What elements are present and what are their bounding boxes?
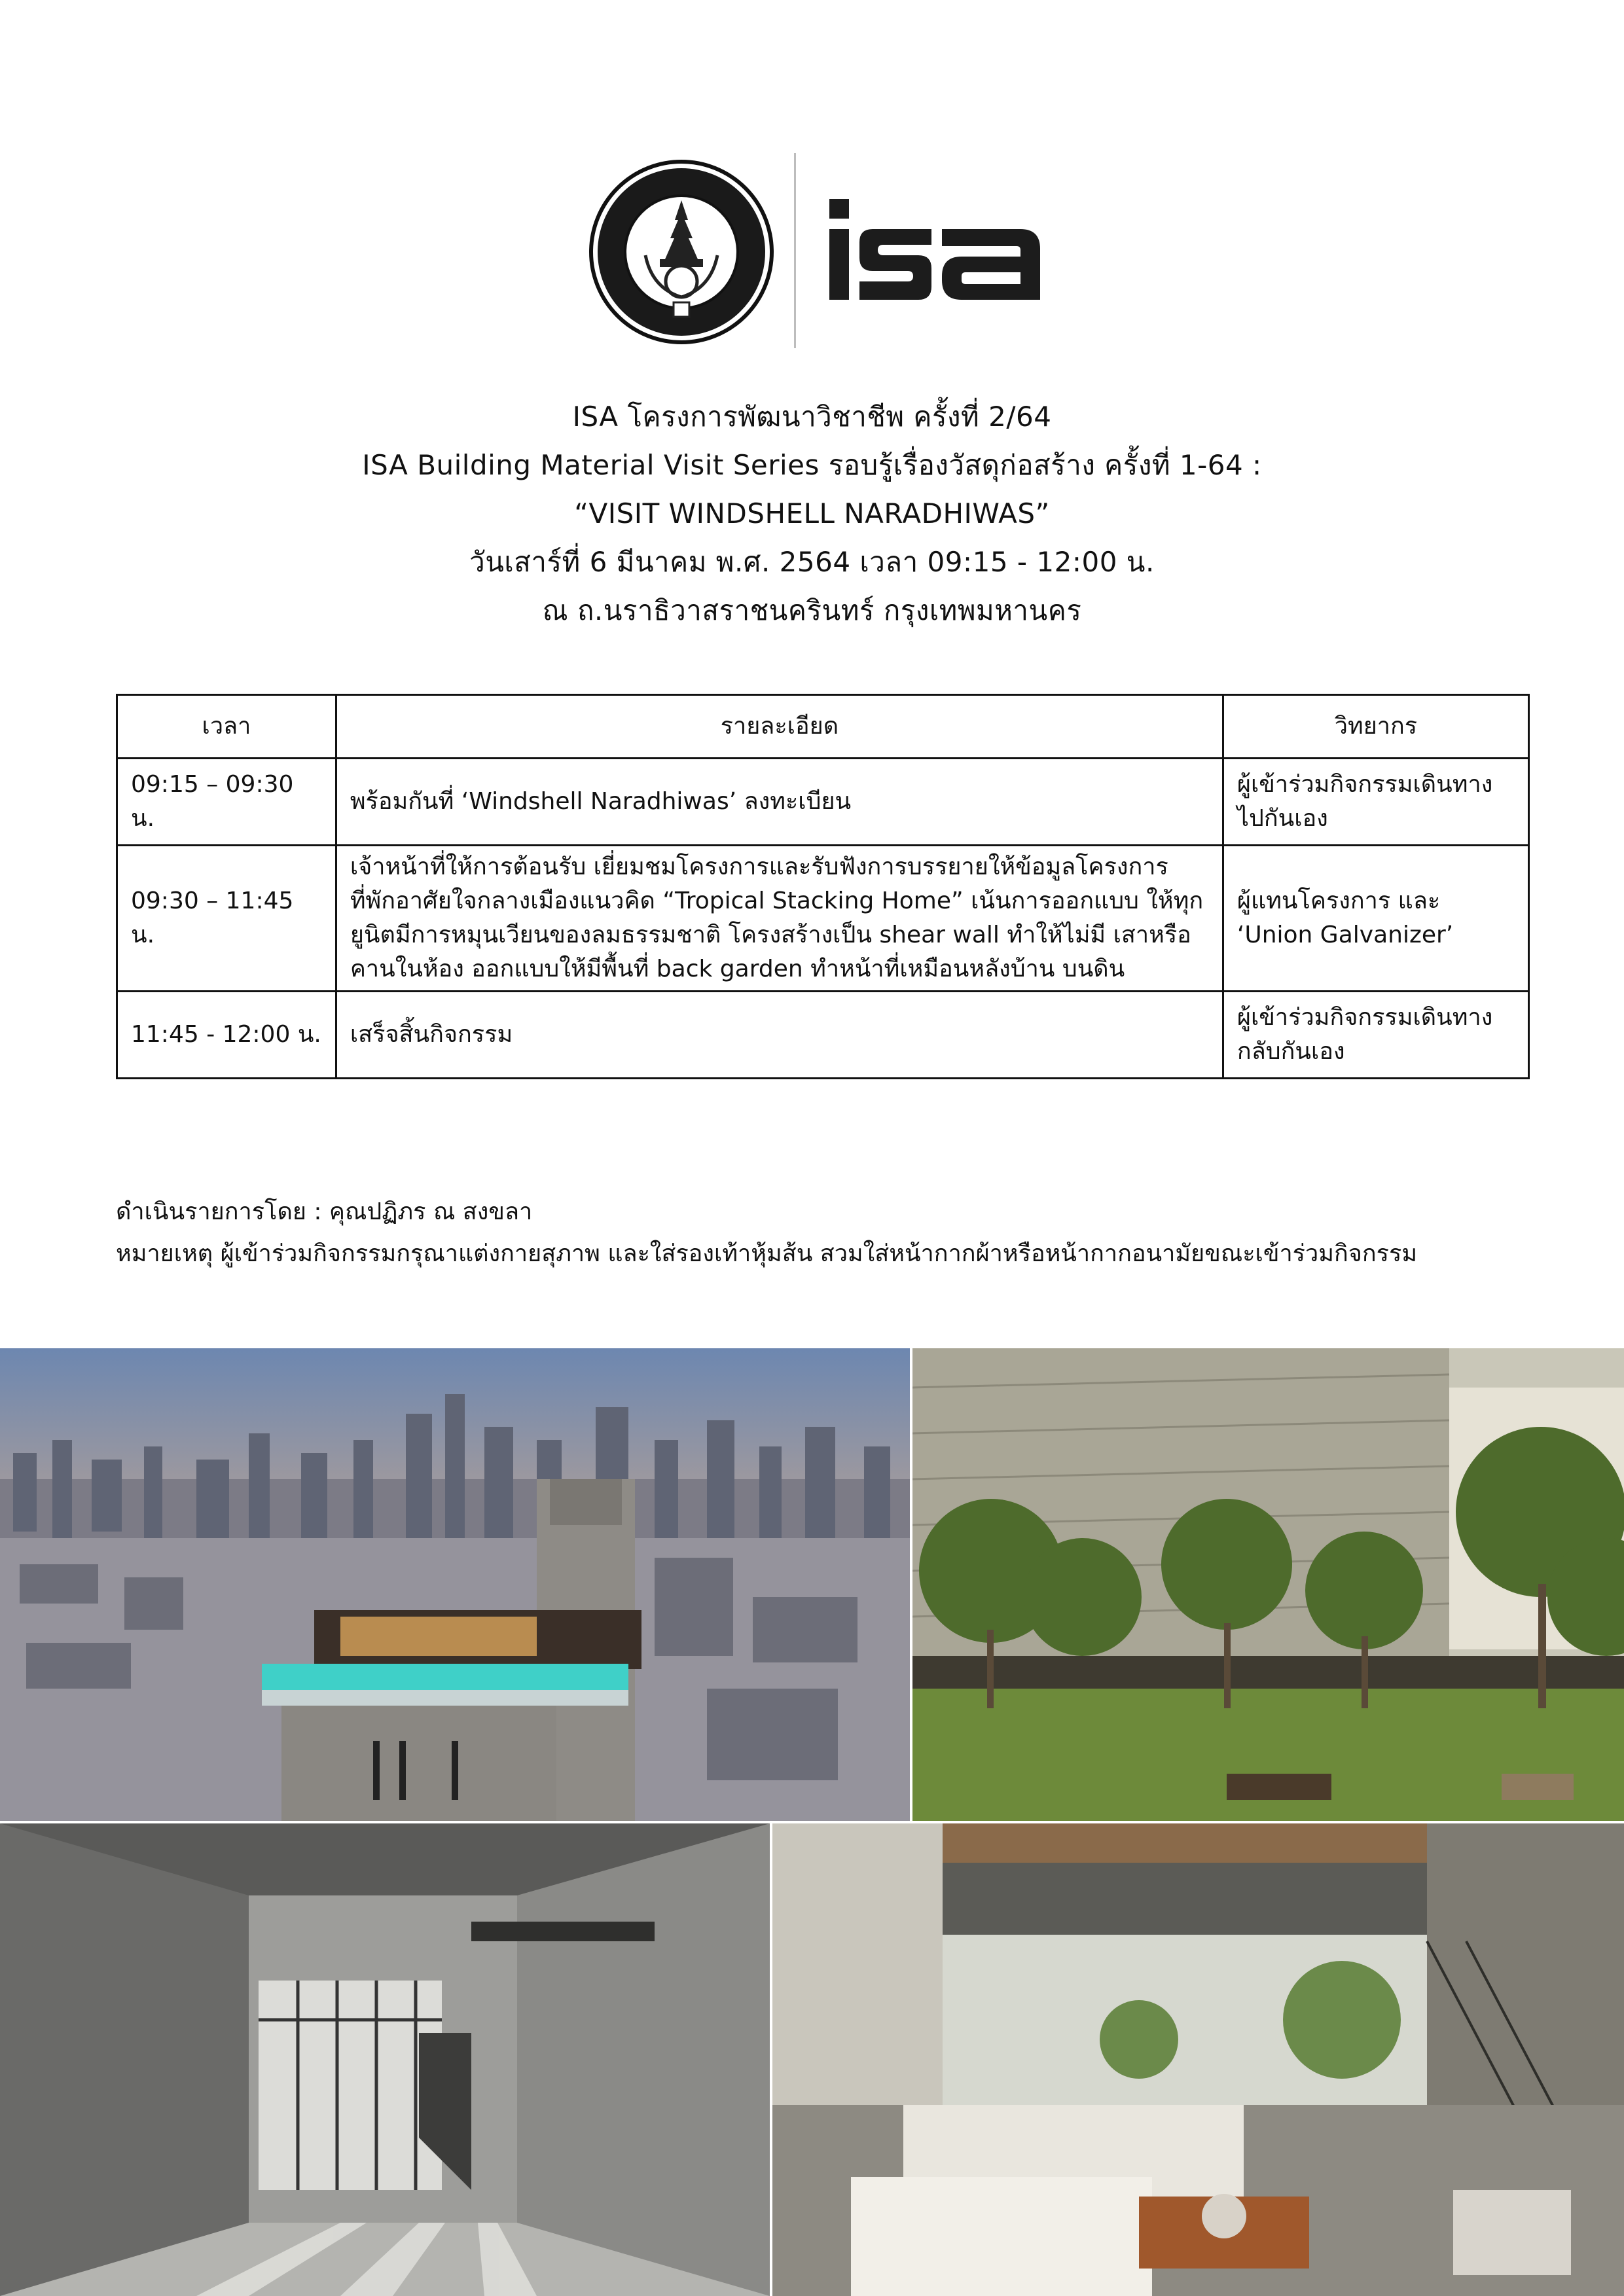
title-line-program: ISA โครงการพัฒนาวิชาชีพ ครั้งที่ 2/64 <box>572 401 1052 433</box>
photo-living-room <box>772 1823 1624 2296</box>
row-speaker: ผู้แทนโครงการ และ ‘Union Galvanizer’ <box>1223 846 1528 992</box>
title-line-location: ณ ถ.นราธิวาสราชนครินทร์ กรุงเทพมหานคร <box>542 594 1082 626</box>
row-detail: พร้อมกันที่ ‘Windshell Naradhiwas’ ลงทะเบียน <box>336 759 1223 846</box>
table-header-row <box>117 695 1529 759</box>
title-line-date-time: วันเสาร์ที่ 6 มีนาคม พ.ศ. 2564 เวลา 09:15 - 12:00 น. <box>469 546 1155 578</box>
header-time: เวลา <box>117 695 336 759</box>
event-title-block <box>0 393 1624 635</box>
title-line-event-name: “VISIT WINDSHELL NARADHIWAS” <box>574 497 1050 529</box>
association-seal-logo <box>586 157 776 347</box>
row-time: 09:15 – 09:30 น. <box>117 759 336 846</box>
table-row <box>117 992 1529 1079</box>
row-speaker: ผู้เข้าร่วมกิจกรรมเดินทาง กลับกันเอง <box>1223 992 1528 1079</box>
remark-note: หมายเหตุ ผู้เข้าร่วมกิจกรรมกรุณาแต่งกายสุภาพ และใส่รองเท้าหุ้มส้น สวมใส่หน้ากากผ้าหรือหน้ากากอนามัยขณะเข้าร่วมกิจกรรม <box>116 1240 1418 1267</box>
isa-logo <box>827 195 1043 306</box>
table-row <box>117 759 1529 846</box>
photo-rooftop-pool-skyline <box>0 1348 910 1821</box>
photo-facade-garden <box>912 1348 1624 1821</box>
row-detail: เสร็จสิ้นกิจกรรม <box>336 992 1223 1079</box>
header-speaker: วิทยากร <box>1223 695 1528 759</box>
photo-concrete-interior <box>0 1823 770 2296</box>
host-note: ดำเนินรายการโดย : คุณปฏิภร ณ สงขลา <box>116 1198 533 1225</box>
row-speaker: ผู้เข้าร่วมกิจกรรมเดินทาง ไปกันเอง <box>1223 759 1528 846</box>
row-detail: เจ้าหน้าที่ให้การต้อนรับ เยี่ยมชมโครงการและรับฟังการบรรยายให้ข้อมูลโครงการ ที่พักอาศัยใจกลางเมืองแนวคิด “Tropical Stacking Home” เน้นการออกแบบ ให้ทุกยูนิตมีการหมุนเวียนของลมธรรมชาติ โครงสร้างเป็น shear wall ทำให้ไม่มี เสาหรือคานในห้อง ออกแบบให้มีพื้นที่ back garden ทำหน้าที่เหมือนหลังบ้าน บนดิน <box>336 846 1223 992</box>
logo-header <box>576 149 1047 352</box>
notes-block <box>116 1191 1417 1275</box>
logo-divider <box>794 153 796 348</box>
row-time: 11:45 - 12:00 น. <box>117 992 336 1079</box>
schedule-table <box>116 694 1530 1079</box>
title-line-series: ISA Building Material Visit Series รอบรู้เรื่องวัสดุก่อสร้าง ครั้งที่ 1-64 : <box>362 449 1262 481</box>
table-row <box>117 846 1529 992</box>
row-time: 09:30 – 11:45 น. <box>117 846 336 992</box>
header-detail: รายละเอียด <box>336 695 1223 759</box>
